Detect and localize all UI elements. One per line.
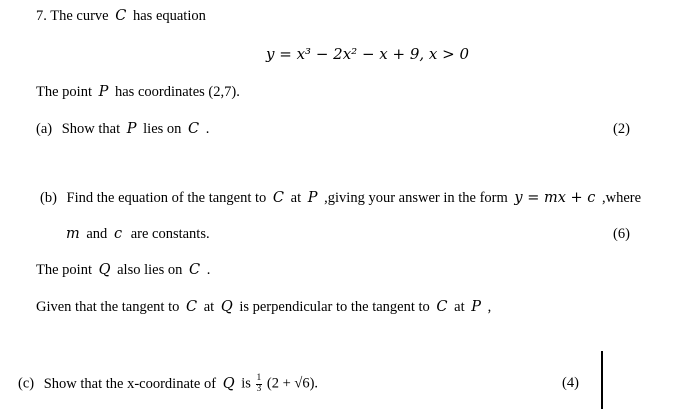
point-p-prefix: The point — [36, 84, 92, 100]
part-b-text-2: at — [290, 190, 302, 206]
question-stem-suffix: has equation — [132, 8, 206, 24]
condition-prefix: Given that the tangent to — [36, 299, 180, 315]
question-number: 7. — [36, 8, 47, 24]
part-a-label: (a) — [36, 121, 53, 137]
question-stem — [36, 8, 206, 25]
curve-equation: y = x³ − 2x² − x + 9, x > 0 — [266, 45, 470, 63]
point-q-curve-symbol: C — [189, 262, 201, 278]
part-a-text-before: Show that — [61, 121, 121, 137]
part-c-fraction — [256, 374, 263, 395]
part-a-symbol-c: C — [188, 121, 200, 137]
part-b-tangent-form: y = mx + c — [514, 190, 596, 206]
part-a-symbol-p: P — [126, 121, 137, 137]
point-p-symbol: P — [98, 84, 109, 100]
perpendicular-condition — [36, 299, 491, 316]
point-p-statement — [36, 84, 240, 101]
condition-mid-3: at — [454, 299, 465, 315]
condition-symbol-q: Q — [220, 299, 233, 315]
part-b-symbol-p: P — [307, 190, 318, 206]
point-q-end: . — [206, 262, 211, 278]
condition-mid-2: is perpendicular to the tangent to — [239, 299, 430, 315]
part-b-line2 — [66, 226, 210, 243]
part-c-text-mid: is — [241, 375, 251, 392]
part-c-marks: (4) — [562, 375, 579, 391]
fraction-numerator: 1 — [256, 373, 262, 383]
point-q-symbol: Q — [98, 262, 111, 278]
condition-mid-1: at — [203, 299, 215, 315]
part-b-text-and: and — [86, 226, 108, 242]
part-a — [36, 121, 209, 138]
condition-symbol-p: P — [471, 299, 482, 315]
condition-symbol-c2: C — [436, 299, 448, 315]
part-b-symbol-c2: c — [113, 226, 123, 242]
part-c-symbol-q: Q — [222, 375, 235, 392]
condition-symbol-c1: C — [185, 299, 198, 315]
part-a-text-mid: lies on — [143, 121, 182, 137]
part-b-text-1: Find the equation of the tangent to — [66, 190, 267, 206]
part-b-line1 — [40, 190, 641, 207]
point-q-statement — [36, 262, 210, 279]
point-q-prefix: The point — [36, 262, 92, 278]
part-c-text-after: (2 + √6). — [266, 375, 319, 392]
condition-end: , — [487, 299, 492, 315]
curve-symbol: C — [115, 8, 127, 24]
question-stem-prefix: The curve — [50, 8, 109, 24]
part-a-marks: (2) — [613, 121, 630, 137]
fraction-denominator: 3 — [256, 383, 262, 394]
part-b-text-3: ,giving your answer in the form — [324, 190, 508, 206]
part-b-marks: (6) — [613, 226, 630, 242]
part-a-text-after: . — [205, 121, 210, 137]
part-b-text-constants: are constants. — [130, 226, 210, 242]
part-b-text-4: ,where — [602, 190, 642, 206]
part-c-label: (c) — [18, 375, 35, 392]
point-p-suffix: has coordinates (2,7). — [115, 84, 240, 100]
point-q-suffix: also lies on — [117, 262, 183, 278]
vertical-rule — [601, 351, 603, 409]
part-b-label: (b) — [40, 190, 57, 206]
part-b-symbol-c: C — [272, 190, 285, 206]
part-b-symbol-m: m — [66, 226, 80, 242]
part-c-text-before: Show that the x-coordinate of — [43, 375, 217, 392]
part-c — [18, 375, 318, 396]
